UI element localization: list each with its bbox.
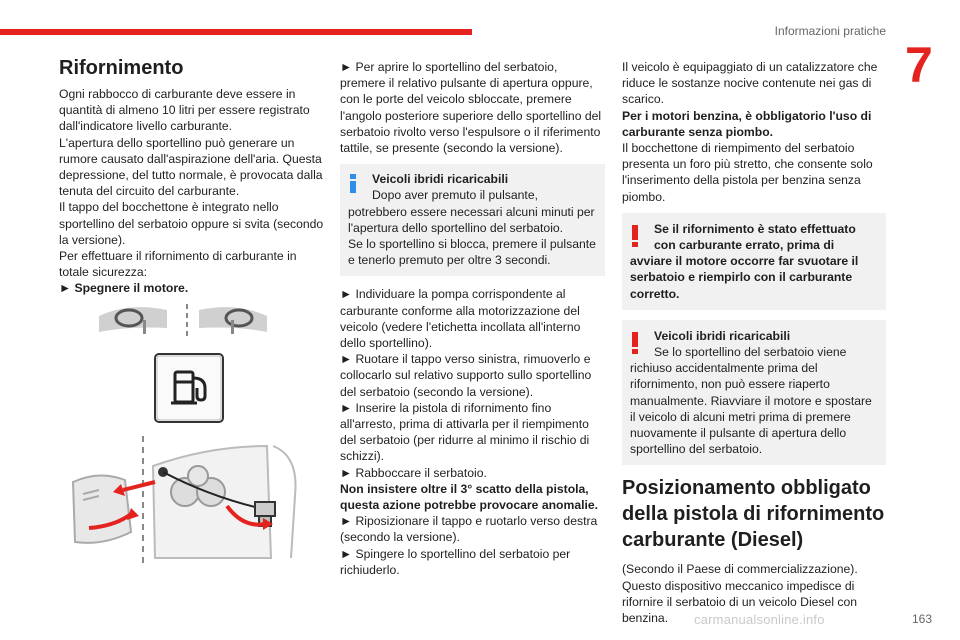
- text-line: all'arresto, prima di attivarla per il riempimento: [340, 417, 589, 432]
- section-title: Rifornimento: [59, 57, 184, 79]
- text-line: veicolo (vedere l'etichetta incollata all'interno: [340, 319, 581, 334]
- text-line: carburante conforme alla motorizzazione del: [340, 303, 580, 318]
- text-line: l'apertura dello sportellino del serbatoio.: [348, 220, 564, 235]
- warning-box: [622, 320, 886, 466]
- warning-box-heading: Veicoli ibridi ricaricabili: [654, 328, 791, 343]
- bold-line: carburante senza piombo.: [622, 124, 774, 139]
- steering-wheel-icon: [99, 307, 167, 334]
- text-line: tenuta del circuito del carburante.: [59, 184, 240, 199]
- text-line: ► Riposizionare il tappo e ruotarlo verso destra: [340, 514, 598, 529]
- text-line: nuovamente il pulsante di apertura dello: [630, 426, 847, 441]
- text-line: riduce le sostanze nocive contenute nei gas di: [622, 76, 872, 91]
- text-line: benzina.: [622, 611, 669, 626]
- text-line: collocarlo sul relativo supporto sullo sportellino: [340, 368, 592, 383]
- chapter-number: 7: [905, 37, 933, 93]
- text-line: sportellino del serbatoio oppure si svita (secondo: [59, 216, 324, 231]
- text-line: con carburante errato, prima di: [654, 238, 835, 253]
- text-line: l'angolo posteriore superiore dello sportellino del: [340, 108, 602, 123]
- text-line: richiuso accidentalmente prima del: [630, 361, 818, 376]
- text-line: premere il relativo pulsante di apertura oppure,: [340, 76, 593, 91]
- warning-line: Non insistere oltre il 3° scatto della pistola,: [340, 481, 589, 496]
- text-line: Questo dispositivo meccanico impedisce di: [622, 578, 855, 593]
- warning-box: [622, 213, 886, 310]
- warning-icon: [632, 332, 638, 354]
- text-line: ► Individuare la pompa corrispondente al: [340, 287, 566, 302]
- info-icon: [350, 174, 356, 193]
- text-line: rifornimento, non può essere riaperto: [630, 377, 830, 392]
- watermark: carmanualsonline.info: [694, 612, 825, 627]
- text-line: Per effettuare il rifornimento di carburante in: [59, 249, 297, 264]
- text-line: rumore causato dall'aspirazione dell'aria. Questa: [59, 151, 322, 166]
- text-line: scarico.: [622, 92, 664, 107]
- text-line: richiuderlo.: [340, 562, 400, 577]
- text-line: Il tappo del bocchettone è integrato nello: [59, 200, 279, 215]
- text-line: Il veicolo è equipaggiato di un catalizzatore che: [622, 60, 878, 74]
- text-line: e tenerlo premuto per oltre 3 secondi.: [348, 253, 551, 268]
- text-line: totale sicurezza:: [59, 265, 148, 280]
- text-line: con le porte del veicolo sbloccate, premere: [340, 92, 572, 107]
- text-line: Dopo aver premuto il pulsante,: [372, 188, 538, 203]
- text-line: dello sportellino).: [340, 336, 433, 351]
- text-line: potrebbero essere necessari alcuni minuti per: [348, 204, 595, 219]
- text-line: manualmente. Riavviare il motore e spostare: [630, 393, 872, 408]
- text-line: avviare il motore occorre far svuotare il: [630, 254, 859, 269]
- text-line: corretto.: [630, 286, 680, 301]
- text-line: tattile, se presente (secondo la versione).: [340, 141, 563, 156]
- fuel-pump-icon: [155, 354, 223, 422]
- text-line: depressione, del tutto normale, è provocata dalla: [59, 168, 323, 183]
- section-title: [622, 475, 886, 553]
- text-line: (secondo la versione).: [340, 530, 460, 545]
- info-box: [340, 164, 605, 276]
- text-line: del serbatoio (secondo la versione).: [340, 384, 534, 399]
- text-line: ► Inserire la pistola di rifornimento fino: [340, 400, 552, 415]
- text-line: Il bocchettone di riempimento del serbatoio: [622, 141, 855, 156]
- text-line: L'apertura dello sportellino può generare un: [59, 135, 295, 150]
- text-line: l'inserimento della pistola per benzina senza: [622, 173, 861, 188]
- title-line: carburante (Diesel): [622, 529, 804, 552]
- column-1: [59, 56, 324, 297]
- column-3: [622, 59, 886, 626]
- text-line: dall'indicatore livello carburante.: [59, 119, 233, 134]
- text-line: presenta un foro più stretto, che consente solo: [622, 157, 873, 172]
- text-line: (Secondo il Paese di commercializzazione).: [622, 562, 858, 577]
- text-line: sportellino del serbatoio.: [630, 442, 763, 457]
- steering-wheel-icon: [199, 307, 267, 334]
- refuelling-illustration: [59, 296, 305, 568]
- text-line: la versione).: [59, 232, 126, 247]
- text-line: serbatoio rivolto verso l'espulsore o il riferimento: [340, 124, 601, 139]
- bold-line: Per i motori benzina, è obbligatorio l'uso di: [622, 108, 872, 123]
- title-line: Posizionamento obbligato: [622, 477, 871, 500]
- warning-icon: [632, 225, 638, 247]
- text-line: del serbatoio (per ridurre al minimo il rischio di: [340, 433, 590, 448]
- text-line: ► Rabboccare il serbatoio.: [340, 465, 487, 480]
- text-line: Se lo sportellino del serbatoio viene: [654, 345, 847, 360]
- page-number: 163: [911, 612, 932, 626]
- top-accent-bar: [0, 29, 472, 35]
- text-line: serbatoio e riempirlo con il carburante: [630, 270, 853, 285]
- chapter-title: Informazioni pratiche: [774, 24, 886, 38]
- text-line: il veicolo di alcuni metri prima di premere: [630, 409, 851, 424]
- text-line: ► Ruotare il tappo verso sinistra, rimuoverlo e: [340, 352, 591, 367]
- text-line: quantità di almeno 10 litri per essere registrato: [59, 103, 310, 118]
- text-line: rifornire il serbatoio di un veicolo Diesel con: [622, 594, 858, 609]
- text-line: piombo.: [622, 189, 666, 204]
- text-line: Se lo sportellino si blocca, premere il pulsante: [348, 237, 596, 252]
- step-line: ► Spegnere il motore.: [59, 281, 189, 296]
- col1-body: [59, 86, 324, 297]
- warning-line: questa azione potrebbe provocare anomalie.: [340, 498, 599, 513]
- text-line: Se il rifornimento è stato effettuato: [654, 221, 856, 236]
- text-line: schizzi).: [340, 449, 385, 464]
- column-2: [340, 59, 605, 578]
- text-line: Ogni rabbocco di carburante deve essere in: [59, 87, 296, 101]
- info-box-heading: Veicoli ibridi ricaricabili: [372, 172, 509, 187]
- text-line: ► Per aprire lo sportellino del serbatoio,: [340, 60, 558, 74]
- title-line: della pistola di rifornimento: [622, 503, 885, 526]
- fuel-filler-icon: [73, 436, 296, 564]
- text-line: ► Spingere lo sportellino del serbatoio per: [340, 546, 571, 561]
